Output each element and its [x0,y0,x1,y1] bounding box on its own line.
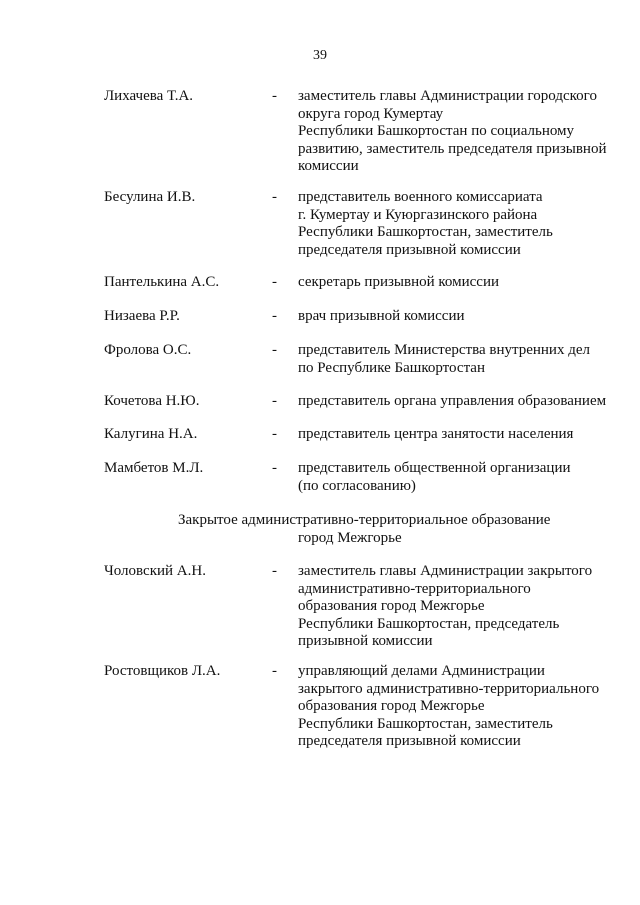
member-name: Бесулина И.В. [104,189,196,205]
role-line: округа город Кумертау [298,105,444,122]
member-name: Калугина Н.А. [104,426,198,442]
role-line: представитель военного комиссариата [298,189,543,205]
role-line: Республики Башкортостан, заместитель [298,224,553,240]
member-name: Кочетова Н.Ю. [104,393,200,409]
separator-dash: - [272,88,277,104]
role-line: представитель общественной организации [298,460,571,476]
role-line: управляющий делами Администрации [298,663,545,679]
role-line: образования город Межгорье [298,598,485,614]
separator-dash: - [272,274,277,290]
member-role [298,460,628,495]
role-line: председателя призывной комиссии [298,241,521,258]
role-line: врач призывной комиссии [298,308,465,324]
member-name: Фролова О.С. [104,342,192,358]
role-line: (по согласованию) [298,477,416,494]
member-role [298,426,628,444]
member-name: Низаева Р.Р. [104,308,180,324]
section-heading [0,512,640,547]
member-role [298,274,628,292]
separator-dash: - [272,460,277,476]
role-line: по Республике Башкортостан [298,359,485,376]
member-role [298,563,628,651]
member-role [298,342,628,377]
separator-dash: - [272,393,277,409]
role-line: образования город Межгорье [298,698,485,714]
separator-dash: - [272,563,277,579]
role-line: г. Кумертау и Куюргазинского района [298,206,538,223]
member-role [298,308,628,326]
role-line: развитию, заместитель председателя призывной [298,140,607,157]
role-line: представитель органа управления образованием [298,393,607,409]
role-line: призывной комиссии [298,633,433,649]
section-heading-line: город Межгорье [298,529,402,546]
member-name: Чоловский А.Н. [104,563,206,579]
section-heading-line: Закрытое административно-территориальное образование [178,512,551,528]
separator-dash: - [272,189,277,205]
member-name: Лихачева Т.А. [104,88,194,104]
role-line: представитель Министерства внутренних дел [298,342,590,358]
member-role [298,189,628,259]
role-line: комиссии [298,158,359,174]
separator-dash: - [272,426,277,442]
member-name: Мамбетов М.Л. [104,460,204,476]
member-role [298,663,628,751]
separator-dash: - [272,342,277,358]
role-line: Республики Башкортостан, председатель [298,615,560,632]
member-name: Пантелькина А.С. [104,274,220,290]
separator-dash: - [272,663,277,679]
member-role [298,393,628,411]
page-number: 39 [313,48,327,63]
separator-dash: - [272,308,277,324]
role-line: Республики Башкортостан по социальному [298,123,575,139]
role-line: административно-территориального [298,580,531,597]
role-line: закрытого административно-территориального [298,680,600,697]
role-line: представитель центра занятости населения [298,426,574,442]
member-role [298,88,628,176]
role-line: председателя призывной комиссии [298,733,521,749]
role-line: заместитель главы Администрации городского [298,88,597,104]
role-line: Республики Башкортостан, заместитель [298,715,553,732]
role-line: заместитель главы Администрации закрытого [298,563,593,579]
role-line: секретарь призывной комиссии [298,274,500,290]
member-name: Ростовщиков Л.А. [104,663,221,679]
